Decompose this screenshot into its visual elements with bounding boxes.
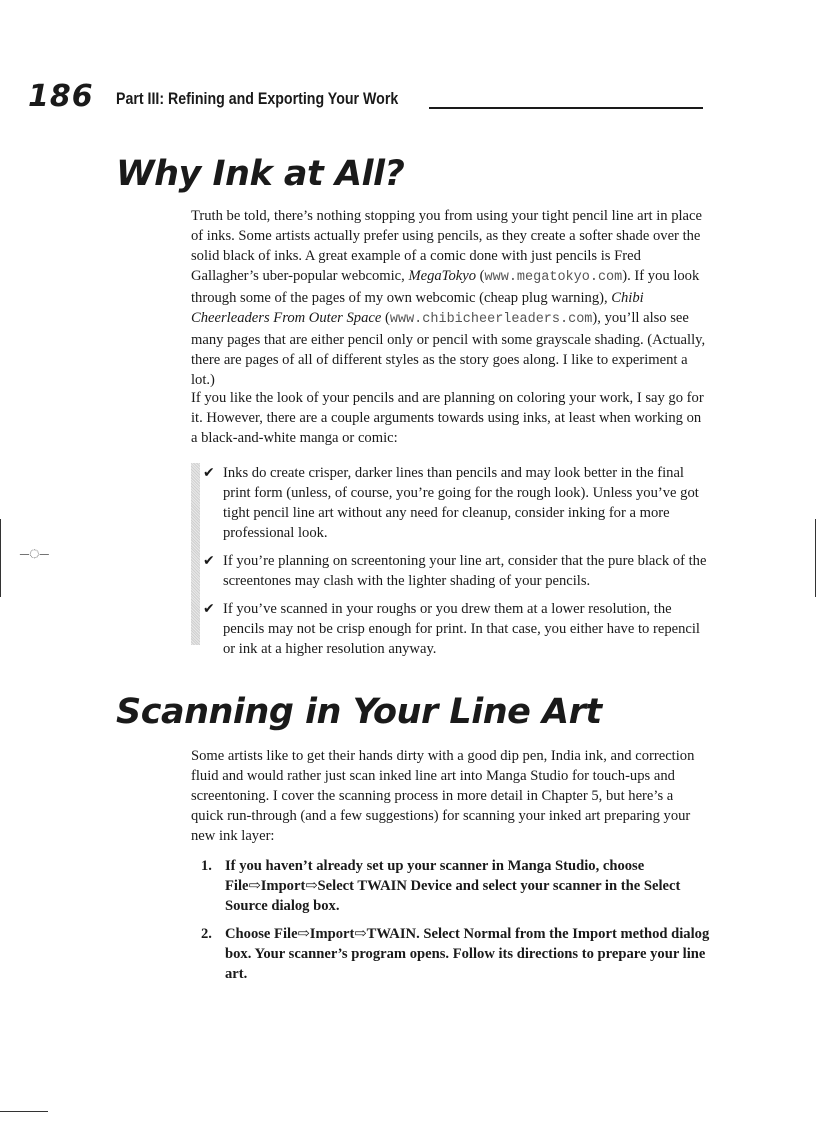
para-text: ( [476, 268, 485, 284]
list-item-text: Inks do create crisper, darker lines than pencils and may look better in the final print form (unless, of course, you’re going for the rough look). Unless you’ve got tight pencil line art without any need for cleanup, consider inking for a more professional look. [223, 465, 699, 541]
running-head: Part III: Refining and Exporting Your Work [116, 90, 399, 108]
step-text: Choose File⇨Import⇨TWAIN. Select Normal from the Import method dialog box. Your scanner’s program opens. Follow its directions to prepare your line art. [225, 926, 710, 982]
list-item [191, 463, 711, 543]
para-text: Truth be told, there’s nothing stopping you from using your tight pencil line art in place of inks. Some artists actually prefer using pencils, as they create a softer shade over the solid black of inks. A great example of a comic done with just pencils is Fred Gallagher’s uber-popular webcomic, [191, 208, 702, 284]
list-item [191, 551, 711, 591]
check-icon: ✔ [203, 465, 215, 481]
bullet-list [191, 463, 711, 667]
paragraph-why-ink-2 [191, 388, 706, 448]
para-text: ). If you look through some of the pages of my own webcomic (cheap plug warning), [191, 268, 700, 306]
check-icon: ✔ [203, 601, 215, 617]
paragraph-scanning-1 [191, 746, 706, 846]
para-text: ( [381, 310, 390, 326]
para-text: ), you’ll also see many pages that are either pencil only or pencil with some grayscale shading. (Actually, there are pages of all of different styles as the story goes along. I like to experiment a lot.) [191, 310, 706, 388]
list-item-text: If you’re planning on screentoning your line art, consider that the pure black of the screentones may clash with the lighter shading of your pencils. [223, 553, 707, 589]
header-rule [429, 107, 703, 109]
step-item [201, 924, 711, 984]
footer-rule [0, 1111, 48, 1112]
step-item [201, 856, 711, 916]
section-title-why-ink: Why Ink at All? [116, 154, 405, 194]
title-megatokyo: MegaTokyo [408, 268, 477, 284]
para-text: If you like the look of your pencils and are planning on coloring your work, I say go for it. However, there are a couple arguments towards using inks, at least when working on a black-and-white manga or comic: [191, 390, 704, 446]
list-item-text: If you’ve scanned in your roughs or you drew them at a lower resolution, the pencils may not be crisp enough for print. In that case, you either have to repencil or ink at a higher resolution anyway. [223, 601, 700, 657]
url-chibicheerleaders[interactable]: www.chibicheerleaders.com [389, 312, 593, 327]
step-text: If you haven’t already set up your scanner in Manga Studio, choose File⇨Import⇨Select TWAIN Device and select your scanner in the Select Source dialog box. [225, 858, 681, 914]
section-title-scanning: Scanning in Your Line Art [116, 692, 602, 732]
margin-rule-left [0, 519, 1, 597]
crop-mark-icon: –◌– [20, 543, 49, 563]
para-text: Some artists like to get their hands dirty with a good dip pen, India ink, and correction fluid and would rather just scan inked line art into Manga Studio for touch-ups and screentoning. I cover the scanning process in more detail in Chapter 5, but here’s a quick run-through (and a few suggestions) for scanning your inked art preparing your new ink layer: [191, 748, 695, 844]
step-number: 1. [201, 858, 212, 874]
step-number: 2. [201, 926, 212, 942]
check-icon: ✔ [203, 553, 215, 569]
list-item [191, 599, 711, 659]
page-header [0, 78, 816, 118]
page-number: 186 [28, 79, 94, 114]
title-chibi-cheerleaders: Chibi Cheerleaders From Outer Space [191, 290, 644, 326]
numbered-steps [201, 856, 711, 992]
paragraph-why-ink-1 [191, 206, 706, 390]
url-megatokyo[interactable]: www.megatokyo.com [484, 270, 623, 285]
